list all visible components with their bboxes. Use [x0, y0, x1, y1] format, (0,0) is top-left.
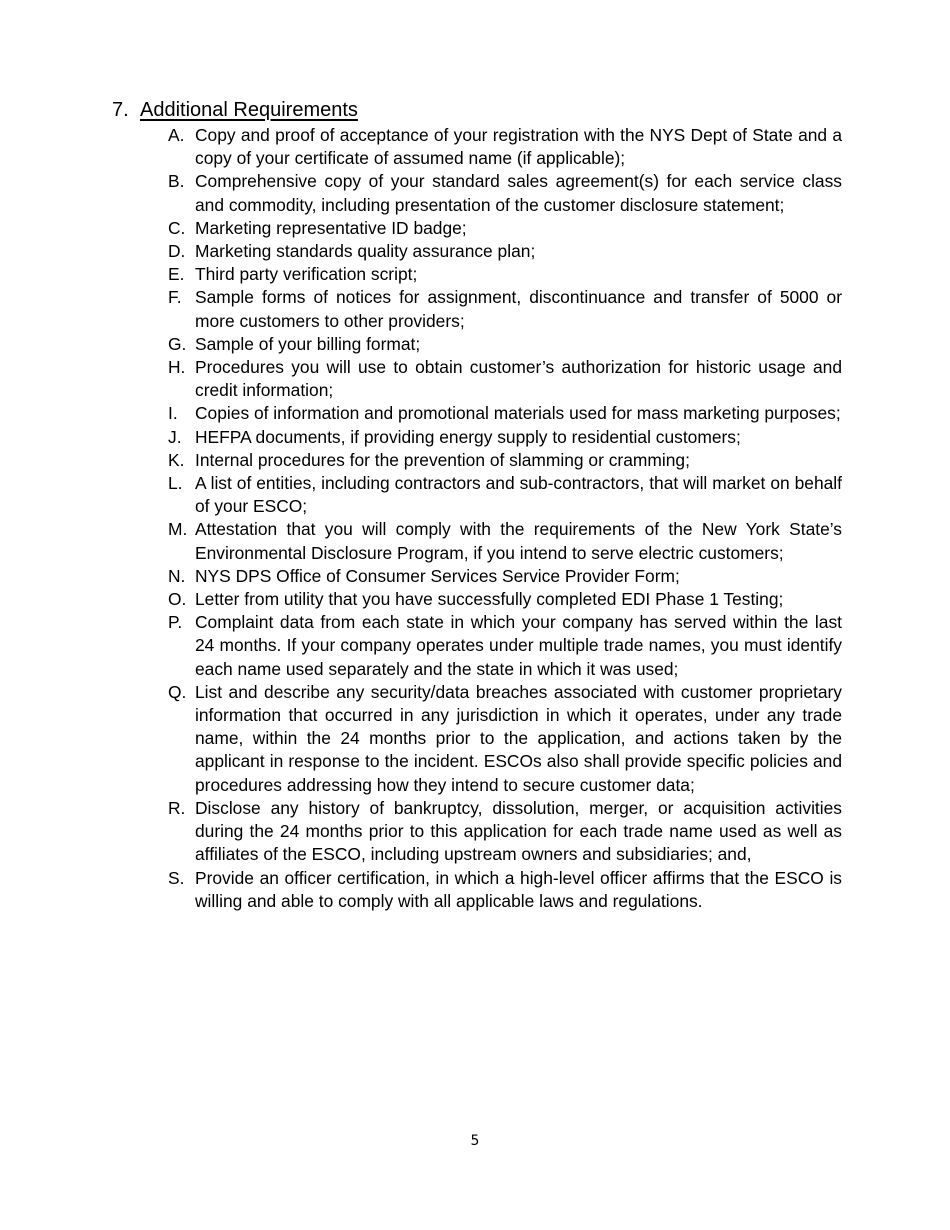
- item-text: A list of entities, including contractors and sub-contractors, that will market on behalf of your ESCO;: [195, 473, 842, 517]
- list-item: [168, 518, 842, 564]
- list-item: [168, 240, 842, 263]
- section-number: 7.: [112, 99, 129, 121]
- item-letter: B.: [168, 171, 185, 192]
- item-text: List and describe any security/data breaches associated with customer proprietary information that occurred in any jurisdiction in which it operates, under any trade name, within the 24 months prior to the application, and actions taken by the applicant in response to the incident. ESCOs also shall provide specific policies and procedures addressing how they intend to secure customer data;: [195, 681, 842, 795]
- list-item: [168, 565, 842, 588]
- requirements-list: [112, 124, 842, 913]
- item-text: Comprehensive copy of your standard sales agreement(s) for each service class and commodity, including presentation of the customer disclosure statement;: [195, 171, 842, 215]
- item-letter: O.: [168, 589, 187, 610]
- section-title: Additional Requirements: [140, 99, 358, 121]
- list-item: [168, 263, 842, 286]
- item-text: Letter from utility that you have successfully completed EDI Phase 1 Testing;: [195, 589, 784, 610]
- item-letter: R.: [168, 797, 186, 818]
- list-item: [168, 588, 842, 611]
- item-text: Procedures you will use to obtain customer’s authorization for historic usage and credit information;: [195, 357, 842, 401]
- item-letter: N.: [168, 565, 186, 586]
- item-letter: A.: [168, 125, 185, 145]
- additional-requirements-section: [112, 96, 842, 913]
- list-item: [168, 333, 842, 356]
- item-text: Internal procedures for the prevention of slamming or cramming;: [195, 449, 690, 470]
- list-item: [168, 449, 842, 472]
- list-item: [168, 426, 842, 449]
- item-letter: H.: [168, 357, 186, 378]
- item-text: Copy and proof of acceptance of your registration with the NYS Dept of State and a copy of your certificate of assumed name (if applicable);: [195, 125, 842, 169]
- list-item: [168, 124, 842, 170]
- item-text: Copies of information and promotional materials used for mass marketing purposes;: [195, 403, 841, 424]
- item-text: Marketing standards quality assurance plan;: [195, 241, 536, 262]
- item-letter: Q.: [168, 681, 187, 702]
- list-item: [168, 681, 842, 797]
- item-text: Complaint data from each state in which your company has served within the last 24 months. If your company operates under multiple trade names, you must identify each name used separately and the state in which it was used;: [195, 612, 842, 679]
- item-letter: J.: [168, 426, 182, 447]
- page-number: 5: [470, 1133, 480, 1149]
- item-letter: G.: [168, 333, 187, 354]
- list-item: [168, 356, 842, 402]
- item-text: Disclose any history of bankruptcy, dissolution, merger, or acquisition activities during the 24 months prior to this application for each trade name used as well as affiliates of the ESCO, including upstream owners and subsidiaries; and,: [195, 797, 842, 865]
- item-text: Sample of your billing format;: [195, 333, 421, 354]
- item-letter: S.: [168, 867, 185, 888]
- list-item: [168, 286, 842, 332]
- item-letter: P.: [168, 612, 183, 633]
- item-letter: D.: [168, 241, 186, 262]
- item-letter: F.: [168, 287, 182, 308]
- item-letter: K.: [168, 449, 185, 470]
- list-item: [168, 611, 842, 681]
- list-item: [168, 472, 842, 518]
- item-text: HEFPA documents, if providing energy supply to residential customers;: [195, 426, 741, 447]
- item-text: Provide an officer certification, in which a high-level officer affirms that the ESCO is willing and able to comply with all applicable laws and regulations.: [195, 867, 842, 911]
- list-item: [168, 797, 842, 867]
- item-letter: L.: [168, 473, 183, 494]
- item-text: NYS DPS Office of Consumer Services Service Provider Form;: [195, 565, 680, 586]
- list-item: [168, 867, 842, 913]
- section-heading: [112, 96, 842, 124]
- item-letter: M.: [168, 519, 188, 540]
- item-letter: C.: [168, 217, 186, 238]
- list-item: [168, 217, 842, 240]
- list-item: [168, 402, 842, 425]
- item-text: Marketing representative ID badge;: [195, 217, 467, 238]
- list-item: [168, 170, 842, 216]
- item-letter: E.: [168, 264, 185, 285]
- item-text: Attestation that you will comply with the requirements of the New York State’s Environmental Disclosure Program, if you intend to serve electric customers;: [195, 519, 842, 563]
- item-text: Sample forms of notices for assignment, discontinuance and transfer of 5000 or more customers to other providers;: [195, 287, 842, 331]
- item-letter: I.: [168, 403, 178, 424]
- item-text: Third party verification script;: [195, 264, 418, 285]
